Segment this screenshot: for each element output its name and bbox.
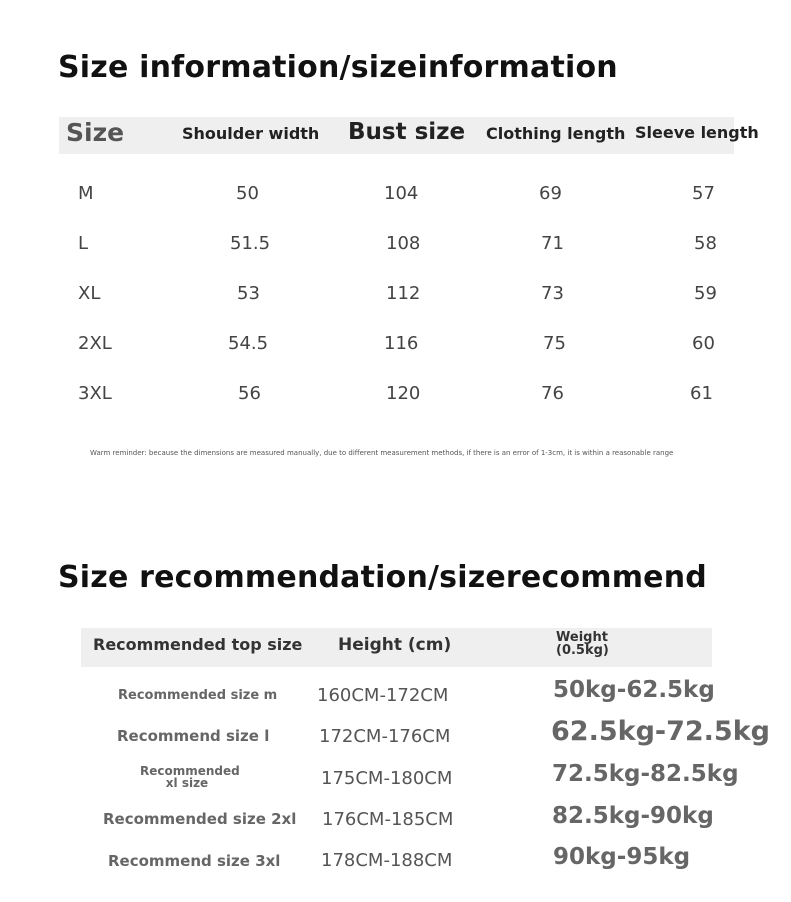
- size-info-title: Size information/sizeinformation: [58, 50, 618, 85]
- table-cell: 60: [692, 333, 715, 354]
- table-cell: M: [78, 183, 94, 204]
- warm-reminder: Warm reminder: because the dimensions are measured manually, due to different measurement methods, if there is an error of 1-3cm, it is within a reasonable range: [90, 449, 674, 457]
- rec-height: 160CM-172CM: [317, 685, 449, 706]
- rec-weight: 82.5kg-90kg: [552, 803, 714, 829]
- table-cell: XL: [78, 283, 101, 304]
- header-weight: [556, 631, 609, 657]
- table-cell: 51.5: [230, 233, 271, 254]
- rec-weight: 50kg-62.5kg: [553, 677, 715, 703]
- table-cell: 50: [236, 183, 259, 204]
- header-weight-line2: (0.5kg): [556, 643, 609, 658]
- table-cell: 54.5: [228, 333, 269, 354]
- table-cell: 56: [238, 383, 261, 404]
- rec-weight: 72.5kg-82.5kg: [552, 761, 739, 787]
- header-sleeve-length: Sleeve length: [635, 123, 759, 142]
- header-clothing-length: Clothing length: [486, 124, 626, 143]
- table-cell: 108: [386, 233, 421, 254]
- rec-height: 172CM-176CM: [319, 726, 451, 747]
- table-cell: 76: [541, 383, 564, 404]
- header-height: Height (cm): [338, 635, 452, 655]
- rec-size-label-line1: Recommended: [140, 764, 240, 778]
- table-cell: 2XL: [78, 333, 112, 354]
- rec-weight: 62.5kg-72.5kg: [551, 716, 771, 747]
- table-cell: 57: [692, 183, 715, 204]
- rec-size-label: Recommend size l: [117, 727, 270, 745]
- table-cell: 120: [386, 383, 421, 404]
- rec-size-label: Recommended size m: [118, 688, 278, 703]
- table-cell: L: [78, 233, 89, 254]
- table-cell: 53: [237, 283, 260, 304]
- table-cell: 75: [543, 333, 566, 354]
- rec-size-label: Recommended size 2xl: [103, 810, 297, 828]
- rec-height: 175CM-180CM: [321, 768, 453, 789]
- table-cell: 104: [384, 183, 419, 204]
- header-shoulder-width: Shoulder width: [182, 124, 320, 143]
- header-weight-line1: Weight: [556, 630, 608, 645]
- rec-height: 176CM-185CM: [322, 809, 454, 830]
- table-cell: 61: [690, 383, 713, 404]
- rec-height: 178CM-188CM: [321, 850, 453, 871]
- table-cell: 3XL: [78, 383, 112, 404]
- table-cell: 73: [541, 283, 564, 304]
- header-size: Size: [66, 118, 125, 147]
- header-bust-size: Bust size: [348, 119, 466, 145]
- table-cell: 112: [386, 283, 421, 304]
- table-cell: 71: [541, 233, 564, 254]
- table-cell: 58: [694, 233, 717, 254]
- header-recommended-top-size: Recommended top size: [93, 635, 303, 654]
- rec-size-label: [140, 764, 240, 790]
- rec-weight: 90kg-95kg: [553, 844, 691, 870]
- table-cell: 116: [384, 333, 419, 354]
- rec-size-label: Recommend size 3xl: [108, 852, 281, 870]
- size-rec-title: Size recommendation/sizerecommend: [58, 560, 707, 595]
- table-cell: 59: [694, 283, 717, 304]
- table-cell: 69: [539, 183, 562, 204]
- rec-size-label-line2: xl size: [165, 776, 209, 790]
